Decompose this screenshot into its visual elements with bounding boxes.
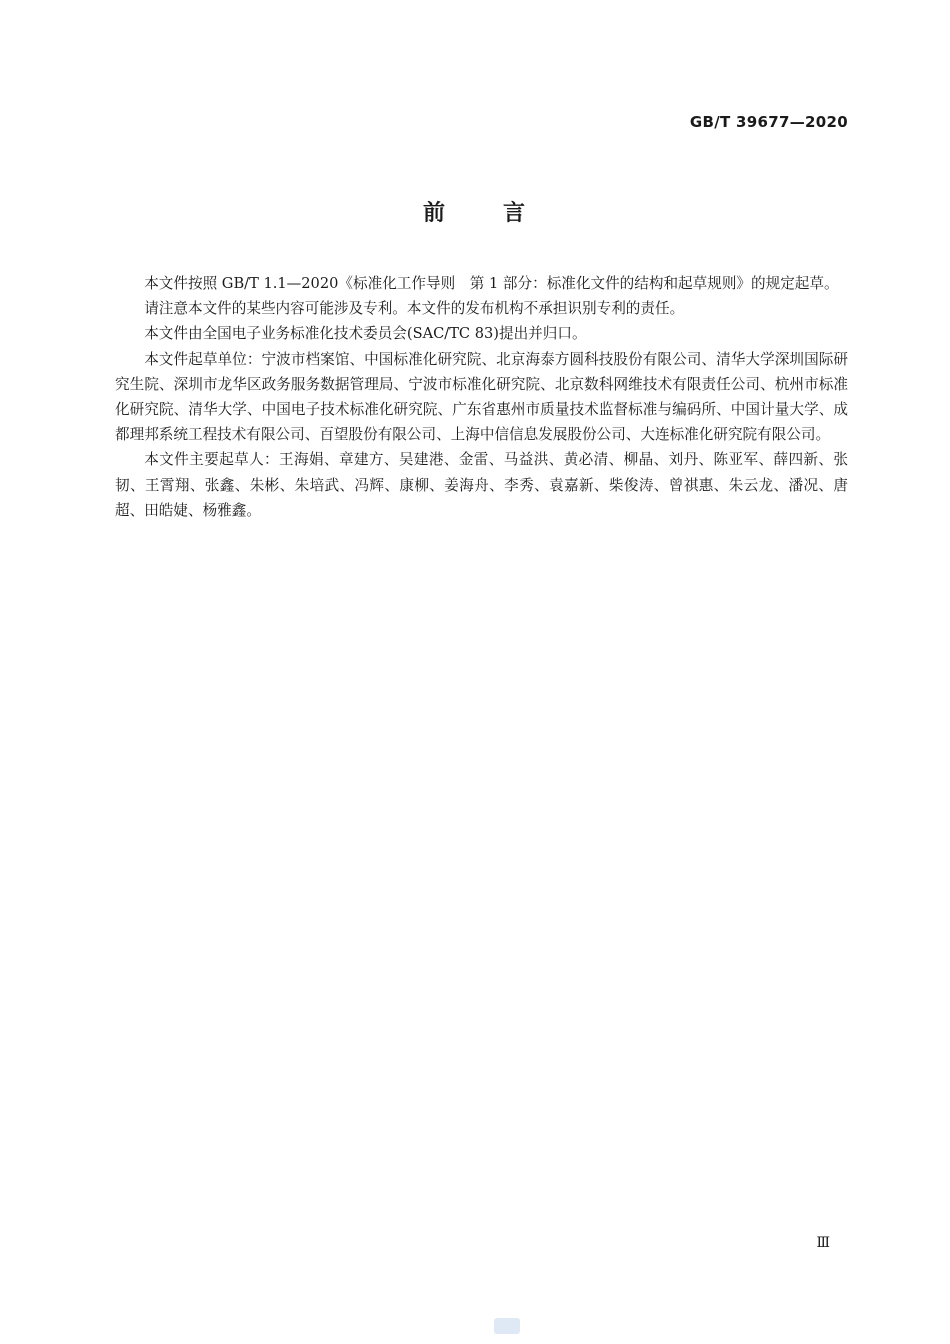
foreword-body	[115, 271, 848, 523]
paragraph-patent-notice: 请注意本文件的某些内容可能涉及专利。本文件的发布机构不承担识别专利的责任。	[144, 300, 685, 318]
page-title-char-1: 前	[422, 201, 447, 226]
page-title-char-2: 言	[503, 201, 528, 226]
watermark-logo	[494, 1318, 520, 1334]
paragraph-proposer: 本文件由全国电子业务标准化技术委员会(SAC/TC 83)提出并归口。	[144, 325, 587, 343]
page-number: Ⅲ	[816, 1235, 830, 1251]
paragraph-drafting-units: 本文件起草单位：宁波市档案馆、中国标准化研究院、北京海泰方圆科技股份有限公司、清华大学深圳国际研究生院、深圳市龙华区政务服务数据管理局、宁波市标准化研究院、北京数科网维技术有限责任公司、杭州市标准化研究院、清华大学、中国电子技术标准化研究院、广东省惠州市质量技术监督标准与编码所、中国计量大学、成都理邦系统工程技术有限公司、百望股份有限公司、上海中信信息发展股份公司、大连标准化研究院有限公司。	[115, 350, 848, 444]
paragraph-drafting-rules: 本文件按照 GB/T 1.1—2020《标准化工作导则 第 1 部分：标准化文件的结构和起草规则》的规定起草。	[144, 275, 839, 292]
paragraph-main-drafters: 本文件主要起草人：王海娟、章建方、吴建港、金雷、马益洪、黄必清、柳晶、刘丹、陈亚军、薛四新、张韧、王霄翔、张鑫、朱彬、朱培武、冯辉、康柳、姜海舟、李秀、袁嘉新、柴俊涛、曾祺惠、朱云龙、潘况、唐超、田皓婕、杨雅鑫。	[115, 451, 848, 519]
standard-code: GB/T 39677—2020	[689, 113, 848, 131]
page-title	[0, 196, 950, 227]
